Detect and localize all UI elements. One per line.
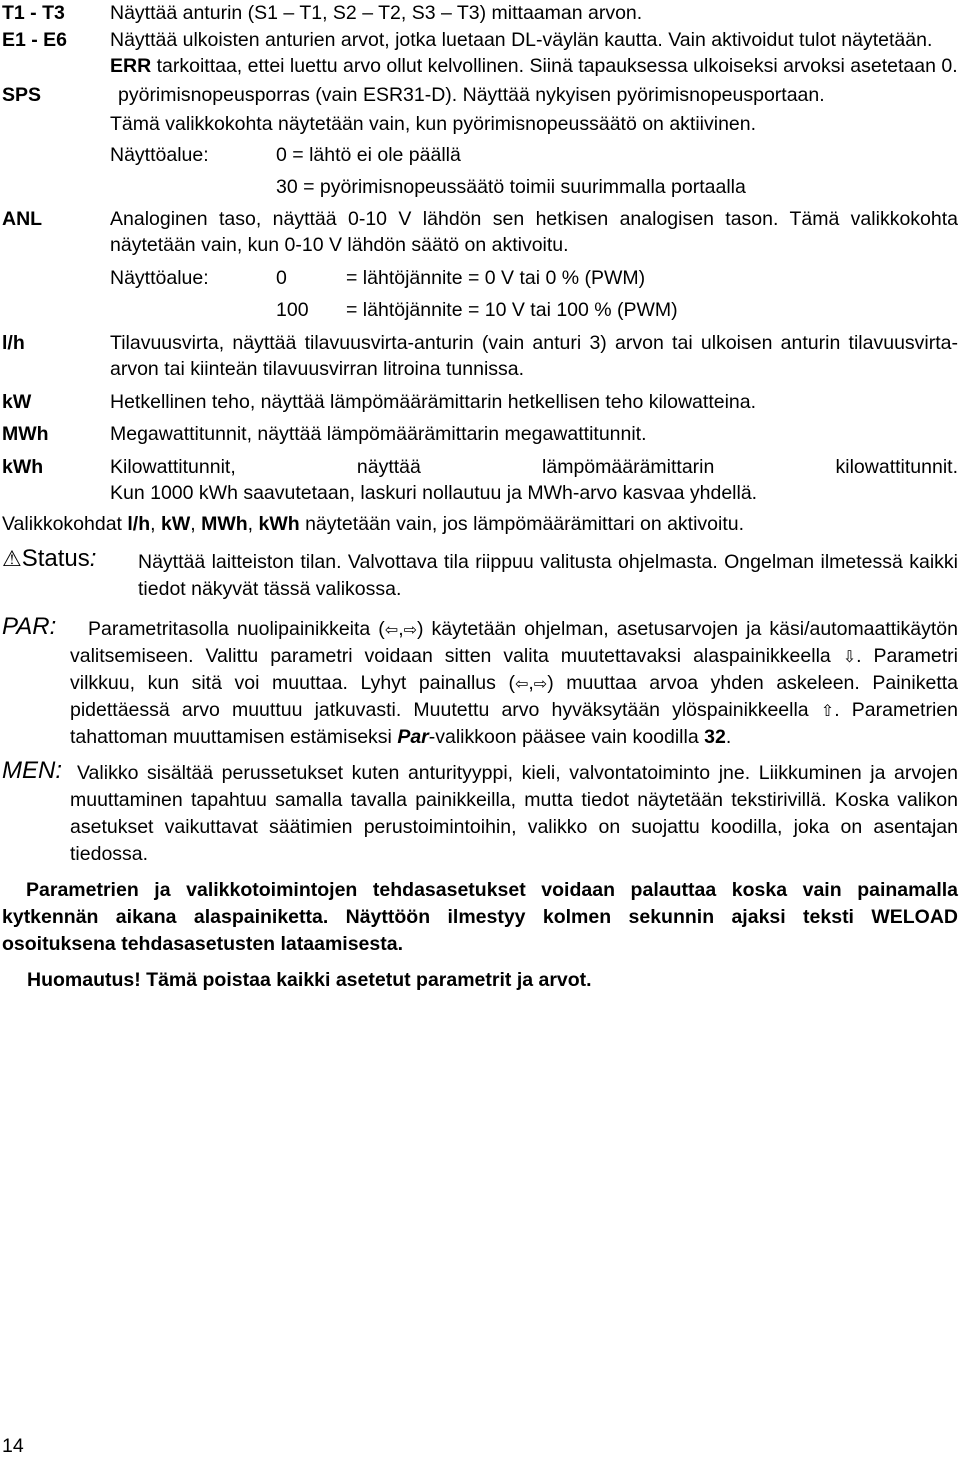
status-description: Näyttää laitteiston tilan. Valvottava tila riippuu valitusta ohjelmasta. Ongelman ilmetessä kaikki tiedot näkyvät tässä valikossa. (138, 551, 958, 600)
range-meaning: = lähtöjännite = 0 V tai 0 % (PWM) (346, 266, 646, 289)
entry-lh (0, 330, 960, 383)
err-keyword: ERR (110, 55, 152, 77)
factory-reset-note: Parametrien ja valikkotoimintojen tehdasasetukset voidaan palauttaa koska vain painamalla kytkennän aikana alaspainiketta. Näyttöön ilmestyy kolmen sekunnin ajaksi teksti WELOAD osoituksena tehdasasetusten lataamisesta. (2, 879, 958, 955)
par-comma: , (528, 672, 534, 694)
reset-warning: Huomautus! Tämä poistaa kaikki asetetut parametrit ja arvot. (27, 969, 592, 991)
note-term: kW (160, 512, 191, 535)
range-meaning: = lähtöjännite = 10 V tai 100 % (PWM) (346, 299, 678, 321)
range-value: 30 = pyörimisnopeussäätö toimii suurimmalla portaalla (276, 176, 746, 198)
entry-line: Kilowattitunnit, näyttää lämpömäärämittarin kilowattitunnit. (110, 455, 958, 478)
entry-description: Tilavuusvirta, näyttää tilavuusvirta-anturin (vain anturi 3) arvon tai ulkoisen anturin tilavuusvirta-arvon tai kiinteän tilavuusvirran litroina tunnissa. (110, 331, 958, 380)
term-label: kWh (2, 455, 44, 478)
entry-text: Analoginen taso, näyttää 0-10 V lähdön sen hetkisen analogisen tason. Tämä valikkokohta näytetään vain, kun 0-10 V lähdön säätö on aktivoitu. (110, 207, 958, 256)
entry-e1-e6 (0, 27, 960, 80)
men-section (0, 757, 960, 868)
note-term: kWh (258, 512, 300, 535)
entry-description: Näyttää anturin (S1 – T1, S2 – T2, S3 – T3) mittaaman arvon. (110, 2, 643, 24)
entry-t1-t3 (0, 0, 960, 27)
note-term: MWh (201, 512, 248, 535)
range-label: Näyttöalue: (110, 143, 209, 166)
status-colon: : (89, 545, 97, 572)
warning-triangle-icon: ⚠ (2, 547, 22, 572)
term-label: SPS (2, 83, 42, 106)
note-separator: , (190, 512, 202, 535)
entry-line: pyörimisnopeusporras (vain ESR31-D). Näyttää nykyisen pyörimisnopeusportaan. (118, 83, 825, 106)
range-label: Näyttöalue: (110, 266, 209, 289)
arrow-right-icon: ⇨ (403, 620, 418, 639)
entry-line: tarkoittaa, ettei luettu arvo ollut kelvollinen. Siinä tapauksessa ulkoiseksi arvoksi asetetaan 0. (151, 55, 958, 77)
par-description (70, 616, 958, 751)
par-text: . (725, 726, 732, 748)
entry-sps (0, 82, 960, 201)
arrow-up-icon: ⇧ (820, 701, 835, 720)
entry-kwh (0, 454, 960, 507)
range-value: 0 = lähtö ei ole päällä (276, 143, 461, 166)
term-label: ANL (2, 207, 43, 230)
status-heading (2, 546, 96, 574)
par-text: . Parametri vilkkuu, kun sitä voi muuttaa. Lyhyt painallus ( (70, 645, 959, 694)
entry-mwh (0, 421, 960, 448)
note-text: näytetään vain, jos lämpömäärämittari on aktivoitu. (299, 512, 745, 535)
display-range (110, 265, 958, 292)
term-label: T1 - T3 (2, 2, 65, 24)
arrow-down-icon: ⇩ (842, 647, 857, 666)
status-section (0, 545, 960, 607)
men-heading: MEN: (2, 757, 62, 784)
entry-anl (0, 206, 960, 324)
par-section (0, 613, 960, 751)
entry-description (110, 27, 958, 80)
entry-description: Megawattitunnit, näyttää lämpömäärämittarin megawattitunnit. (110, 423, 647, 445)
entry-line: Kun 1000 kWh saavutetaan, laskuri nollautuu ja MWh-arvo kasvaa yhdellä. (110, 482, 758, 504)
term-label: l/h (2, 331, 25, 354)
entry-description: Hetkellinen teho, näyttää lämpömäärämittarin hetkellisen teho kilowatteina. (110, 390, 757, 413)
note-separator: , (150, 512, 161, 535)
par-heading: PAR: (2, 613, 57, 640)
term-label: E1 - E6 (2, 28, 68, 51)
par-text: ) muuttaa arvoa yhden askeleen. Painiketta pidettäessä arvo muuttuu jatkuvasti. Muutettu arvo hyväksytään ylöspainikkeella (70, 672, 959, 721)
par-text: -valikkoon pääsee vain koodilla (428, 726, 705, 748)
display-range (110, 297, 958, 324)
par-text: . Parametrien tahattoman muuttamisen estämiseksi (70, 699, 958, 748)
status-term: Status (21, 545, 90, 572)
par-comma: , (398, 618, 404, 640)
visibility-note (0, 511, 960, 538)
entry-description (110, 206, 958, 324)
note-term: l/h (127, 512, 151, 535)
arrow-right-icon: ⇨ (533, 674, 548, 693)
entry-description (110, 82, 958, 201)
entry-description (110, 454, 958, 507)
note-text: Valikkokohdat (2, 512, 128, 535)
par-keyword: Par (397, 726, 429, 748)
arrow-left-icon: ⇦ (514, 674, 529, 693)
par-code: 32 (704, 726, 726, 748)
range-value: 100 (276, 299, 309, 321)
par-text: Parametritasolla nuolipainikkeita ( (88, 618, 385, 640)
note-separator: , (247, 512, 259, 535)
arrow-left-icon: ⇦ (384, 620, 399, 639)
par-text: ) käytetään ohjelman, asetusarvojen ja käsi/automaattikäytön valitsemiseen. Valittu parametri voidaan sitten valita muutettavaksi alaspainikkeella (70, 618, 958, 667)
term-label: MWh (2, 423, 49, 445)
range-value: 0 (276, 266, 287, 289)
entry-kw (0, 389, 960, 416)
term-label: kW (2, 390, 32, 413)
display-range (110, 142, 958, 169)
page-number: 14 (2, 1435, 24, 1457)
entry-line: Näyttää ulkoisten anturien arvot, jotka luetaan DL-väylän kautta. Vain aktivoidut tulot näytetään. (110, 28, 933, 51)
entry-line: Tämä valikkokohta näytetään vain, kun pyörimisnopeussäätö on aktiivinen. (110, 113, 757, 135)
men-description: Valikko sisältää perussetukset kuten anturityyppi, kieli, valvontatoiminto jne. Liikkuminen ja arvojen muuttaminen tapahtuu samalla tavalla painikkeilla, mutta tiedot näytetään tekstirivillä. Koska valikon asetukset vaikuttavat säätimien perustoimintoihin, valikko on suojattu koodilla, joka on asentajan tiedossa. (70, 762, 958, 865)
